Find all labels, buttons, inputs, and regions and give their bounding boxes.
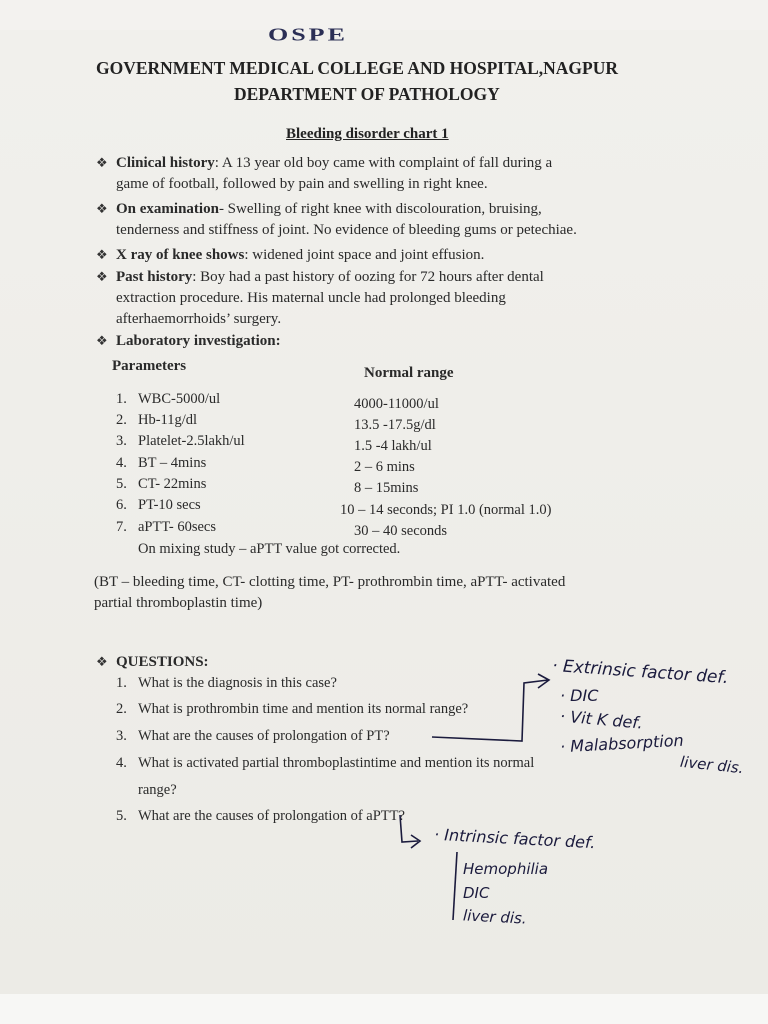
row-number: 3.	[116, 433, 127, 449]
handwritten-note: DIC	[463, 884, 490, 902]
row-number: 4.	[116, 455, 127, 471]
param-value: PT-10 secs	[138, 497, 201, 513]
handwritten-note: · Extrinsic factor def.	[551, 655, 730, 689]
chart-title: Bleeding disorder chart 1	[286, 126, 449, 142]
handwritten-note: · Vit K def.	[559, 706, 644, 733]
diamond-bullet-icon: ❖	[96, 654, 108, 669]
handwritten-note: Hemophilia	[463, 860, 549, 878]
diamond-bullet-icon: ❖	[96, 201, 108, 216]
clinical-history-label: Clinical history	[116, 155, 215, 171]
param-value: Hb-11g/dl	[138, 412, 198, 428]
lab-range: 10 – 14 seconds; PI 1.0 (normal 1.0)	[340, 502, 552, 518]
param-value: Platelet-2.5lakh/ul	[138, 433, 245, 449]
handwritten-note: liver dis.	[679, 752, 745, 778]
questions-label: QUESTIONS:	[116, 654, 209, 670]
diamond-bullet-icon: ❖	[96, 269, 108, 284]
xray-label: X ray of knee shows	[116, 247, 245, 263]
diamond-bullet-icon: ❖	[96, 155, 108, 170]
lab-range: 4000-11000/ul	[354, 396, 439, 412]
handwritten-note: liver dis.	[462, 906, 528, 928]
parameters-header: Parameters	[112, 358, 187, 374]
examination-text-2: tenderness and stiffness of joint. No evidence of bleeding gums or petechiae.	[116, 222, 577, 238]
question-number: 3.	[116, 728, 127, 744]
row-number: 1.	[116, 391, 127, 407]
clinical-history-text: : A 13 year old boy came with complaint of fall during a	[214, 155, 553, 171]
mixing-study: On mixing study – aPTT value got corrected.	[138, 541, 401, 557]
lab-range: 13.5 -17.5g/dl	[354, 417, 436, 433]
lab-label: Laboratory investigation:	[116, 333, 281, 349]
clinical-history-text-2: game of football, followed by pain and swelling in right knee.	[116, 176, 488, 192]
question-text: range?	[138, 782, 177, 798]
examination-text: - Swelling of right knee with discolouration, bruising,	[218, 201, 542, 217]
department-title: DEPARTMENT OF PATHOLOGY	[234, 84, 500, 104]
xray-text: : widened joint space and joint effusion.	[244, 247, 485, 263]
past-history-text-2: extraction procedure. His maternal uncle had prolonged bleeding	[116, 290, 506, 306]
row-number: 5.	[116, 476, 127, 492]
param-value: WBC-5000/ul	[138, 391, 221, 407]
examination-label: On examination	[116, 201, 219, 217]
abbreviations-line-2: partial thromboplastin time)	[94, 595, 263, 611]
past-history-text: : Boy had a past history of oozing for 72 hours after dental	[192, 269, 544, 285]
question-text: What are the causes of prolongation of PT?	[138, 728, 390, 744]
row-number: 6.	[116, 497, 127, 513]
question-number: 4.	[116, 755, 127, 771]
question-text: What is prothrombin time and mention its normal range?	[138, 701, 469, 717]
row-number: 2.	[116, 412, 127, 428]
param-value: BT – 4mins	[138, 455, 207, 471]
handwritten-note: · DIC	[560, 686, 599, 705]
lab-range: 2 – 6 mins	[354, 459, 415, 475]
institution-title: GOVERNMENT MEDICAL COLLEGE AND HOSPITAL,NAGPUR	[96, 58, 618, 78]
lab-range: 1.5 -4 lakh/ul	[354, 438, 432, 454]
question-text: What is activated partial thromboplastintime and mention its normal	[138, 755, 535, 771]
question-text: What is the diagnosis in this case?	[138, 675, 337, 691]
param-value: aPTT- 60secs	[138, 519, 216, 535]
question-number: 5.	[116, 808, 127, 824]
question-number: 1.	[116, 675, 127, 691]
param-value: CT- 22mins	[138, 476, 207, 492]
past-history-text-3: afterhaemorrhoids’ surgery.	[116, 311, 282, 327]
exam-code: OSPE	[268, 24, 348, 45]
lab-range: 30 – 40 seconds	[354, 523, 448, 539]
diamond-bullet-icon: ❖	[96, 333, 108, 348]
handwritten-note: · Malabsorption	[559, 730, 685, 757]
diamond-bullet-icon: ❖	[96, 247, 108, 262]
question-number: 2.	[116, 701, 127, 717]
row-number: 7.	[116, 519, 127, 535]
past-history-label: Past history	[116, 269, 193, 285]
handwritten-note: · Intrinsic factor def.	[433, 824, 596, 853]
abbreviations-line-1: (BT – bleeding time, CT- clotting time, PT- prothrombin time, aPTT- activated	[94, 574, 566, 590]
lab-range: 8 – 15mins	[354, 480, 419, 496]
question-text: What are the causes of prolongation of aPTT?	[138, 808, 405, 824]
normal-range-header: Normal range	[364, 365, 454, 381]
